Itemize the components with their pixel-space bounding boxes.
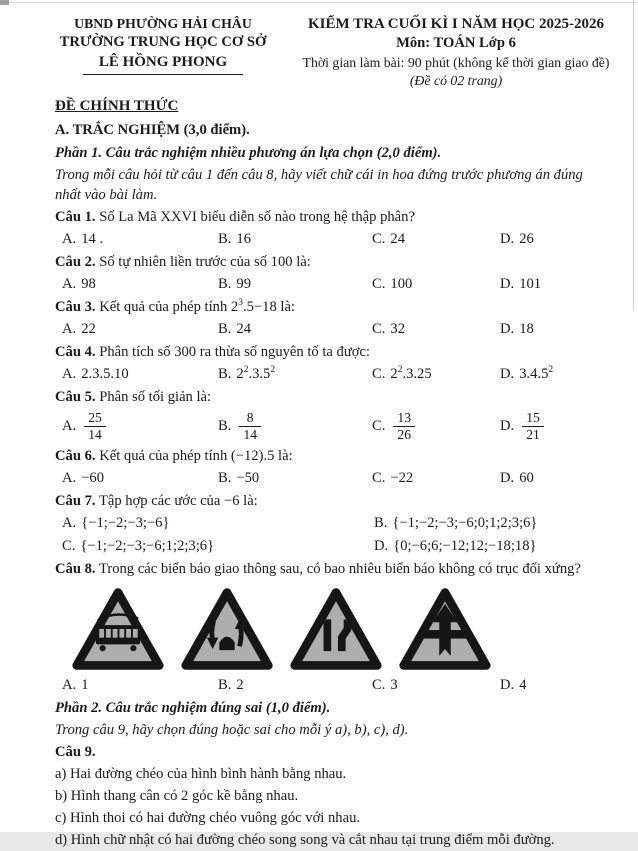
option-letter: A.	[62, 276, 77, 292]
option-letter: C.	[372, 418, 386, 435]
q2-option-c	[372, 274, 500, 295]
exam-subject: Môn: TOÁN Lớp 6	[396, 35, 516, 51]
q1-option-d	[500, 229, 638, 250]
question-8	[55, 559, 602, 580]
question-6-text: Kết quả của phép tính (−12).5 là:	[99, 447, 293, 464]
exponent: 2	[270, 365, 276, 376]
question-6	[55, 446, 602, 467]
official-exam-label: ĐỀ CHÍNH THỨC	[55, 98, 179, 114]
option-letter: A.	[62, 514, 77, 531]
q5-option-c	[372, 410, 500, 444]
option-letter: A.	[62, 418, 77, 435]
school-type: TRƯỜNG TRUNG HỌC CƠ SỞ	[59, 34, 267, 50]
traffic-signs-row	[0, 584, 638, 674]
question-2	[55, 252, 602, 273]
question-3-options	[0, 319, 638, 340]
scan-artifact-corner-mark	[0, 0, 9, 5]
q1-option-c	[372, 229, 500, 250]
question-1-label: Câu 1.	[55, 209, 96, 225]
fraction: $\frac{25}{14}$	[84, 411, 106, 443]
exponent: 2	[548, 365, 554, 376]
question-6-label: Câu 6.	[55, 447, 96, 464]
priority-crossroads-warning-sign-icon	[397, 584, 493, 674]
issuing-organization-block	[34, 14, 292, 90]
question-8-options	[0, 675, 638, 696]
question-7-label: Câu 7.	[55, 492, 96, 509]
question-1-options	[0, 229, 638, 250]
exponent: 2	[397, 365, 403, 376]
header	[0, 0, 638, 90]
q8-option-c	[372, 675, 500, 696]
exponent: 3	[238, 298, 243, 309]
option-letter: C.	[372, 276, 386, 292]
q8-option-b	[218, 675, 372, 696]
question-2-label: Câu 2.	[55, 254, 96, 270]
question-4-label: Câu 4.	[55, 344, 96, 360]
scan-artifact-right-line	[633, 0, 634, 310]
question-4	[55, 342, 602, 363]
fraction: $\frac{13}{26}$	[393, 411, 415, 443]
option-value: {−1;−2;−3;−6}	[81, 514, 170, 531]
part2-title: Phần 2. Câu trắc nghiệm đúng sai (1,0 điểm).	[55, 699, 331, 716]
option-letter: C.	[372, 469, 386, 486]
q5-option-b	[218, 410, 372, 444]
org-parent-name: UBND PHƯỜNG HẢI CHÂU	[74, 16, 252, 31]
option-letter: B.	[218, 676, 232, 693]
option-value: 16	[236, 231, 251, 247]
option-value: 100	[390, 276, 413, 292]
option-letter: B.	[218, 418, 232, 435]
question-1-text: Số La Mã XXVI biểu diễn số nào trong hệ thập phân?	[99, 209, 415, 225]
option-letter: A.	[62, 366, 77, 382]
q3-option-c	[372, 319, 500, 340]
question-7-text: Tập hợp các ước của −6 là:	[98, 492, 258, 509]
option-letter: C.	[372, 676, 386, 693]
q2-option-a	[62, 274, 218, 295]
q7-option-d	[374, 536, 638, 557]
tram-crossing-warning-sign-icon	[70, 584, 166, 674]
option-value: 32	[390, 321, 405, 337]
q7-option-c	[62, 536, 374, 557]
q5-option-a	[62, 410, 218, 444]
question-5-options	[0, 410, 638, 444]
option-value: 3.4.5$^2$	[519, 365, 554, 382]
exam-duration: Thời gian làm bài: 90 phút (không kể thời gian giao đề)	[302, 55, 610, 70]
part1-instruction: Trong mỗi câu hỏi từ câu 1 đến câu 8, hãy viết chữ cái in hoa đứng trước phương án đúng nhất vào bài làm.	[55, 167, 583, 203]
q2-option-b	[218, 274, 372, 295]
option-value: $2^2.3.5^2$	[236, 365, 276, 382]
option-value: 60	[519, 469, 534, 486]
option-value: 24	[390, 231, 405, 247]
option-letter: A.	[62, 469, 77, 486]
q6-option-b	[218, 468, 372, 489]
q4-option-d	[500, 364, 638, 385]
q9-statement-a: a) Hai đường chéo của hình bình hành bằng nhau.	[55, 765, 347, 782]
option-letter: C.	[62, 537, 76, 554]
option-value: 101	[519, 276, 542, 292]
q6-option-a	[62, 468, 218, 489]
question-3	[55, 297, 602, 318]
question-7	[55, 491, 602, 512]
option-value: −50	[236, 469, 260, 486]
exam-page-count: (Đề có 02 trang)	[409, 73, 503, 88]
question-6-options	[0, 468, 638, 489]
option-letter: B.	[218, 276, 232, 292]
option-value: 1	[81, 676, 89, 693]
option-letter: C.	[372, 321, 386, 337]
part2-instruction: Trong câu 9, hãy chọn đúng hoặc sai cho mỗi ý a), b), c), d).	[55, 721, 409, 738]
option-letter: B.	[218, 321, 232, 337]
part1-title: Phần 1. Câu trắc nghiệm nhiều phương án lựa chọn (2,0 điểm).	[55, 145, 442, 161]
option-letter: D.	[500, 469, 515, 486]
q1-option-a	[62, 229, 218, 250]
question-4-options	[0, 364, 638, 385]
option-value: 18	[519, 321, 534, 337]
option-letter: D.	[500, 231, 515, 247]
question-8-text: Trong các biển báo giao thông sau, có bao nhiêu biển báo không có trục đối xứng?	[98, 560, 581, 577]
option-value: 2	[236, 676, 244, 693]
q2-option-d	[500, 274, 638, 295]
exam-title-block	[292, 14, 620, 90]
q8-option-a	[62, 675, 218, 696]
question-9	[55, 742, 602, 763]
option-letter: D.	[500, 321, 515, 337]
option-letter: D.	[374, 537, 389, 554]
q4-option-c	[372, 364, 500, 385]
option-value: {0;−6;6;−12;12;−18;18}	[393, 537, 537, 554]
option-letter: D.	[500, 676, 515, 693]
option-value: $2^2.3.25$	[390, 365, 432, 382]
option-value: −60	[81, 469, 105, 486]
question-2-options	[0, 274, 638, 295]
q7-option-b	[374, 513, 638, 534]
option-letter: D.	[500, 276, 515, 292]
question-5	[55, 387, 602, 408]
question-8-label: Câu 8.	[55, 560, 96, 577]
q4-option-b	[218, 364, 372, 385]
q9-statement-c: c) Hình thoi có hai đường chéo vuông góc với nhau.	[55, 809, 361, 826]
option-letter: C.	[372, 231, 386, 247]
road-narrows-right-warning-sign-icon	[288, 584, 384, 674]
option-value: 99	[236, 276, 251, 292]
question-3-label: Câu 3.	[55, 299, 96, 315]
option-value: 3	[390, 676, 398, 693]
option-letter: A.	[62, 231, 77, 247]
option-letter: B.	[218, 231, 232, 247]
q6-option-d	[500, 468, 638, 489]
question-5-label: Câu 5.	[55, 389, 96, 405]
option-letter: B.	[374, 514, 388, 531]
option-letter: B.	[218, 366, 232, 382]
school-name: LÊ HỒNG PHONG	[34, 52, 292, 75]
section-a-title: A. TRẮC NGHIỆM (3,0 điểm).	[55, 122, 250, 138]
option-value: 26	[519, 231, 534, 247]
option-letter: A.	[62, 321, 77, 337]
option-letter: A.	[62, 676, 77, 693]
exam-title: KIỂM TRA CUỐI KÌ I NĂM HỌC 2025-2026	[308, 16, 604, 32]
q8-option-d	[500, 675, 638, 696]
q7-option-a	[62, 513, 374, 534]
question-7-options	[0, 513, 638, 557]
question-3-text: Kết quả của phép tính $2^3.5-18$ là:	[99, 298, 295, 315]
option-value: 24	[236, 321, 251, 337]
q5-option-d	[500, 410, 638, 444]
exponent: 2	[243, 365, 249, 376]
option-letter: B.	[218, 469, 232, 486]
q9-statement-b: b) Hình thang cân có 2 góc kề bằng nhau.	[55, 787, 299, 804]
q3-option-b	[218, 319, 372, 340]
scan-artifact-top-line	[0, 2, 638, 3]
q1-option-b	[218, 229, 372, 250]
q3-option-a	[62, 319, 218, 340]
option-value: 2.3.5.10	[81, 366, 129, 382]
question-1	[55, 207, 602, 228]
option-letter: D.	[500, 418, 515, 435]
question-4-text: Phân tích số 300 ra thừa số nguyên tố ta được:	[99, 344, 370, 360]
question-9-label: Câu 9.	[55, 743, 96, 760]
option-value: 98	[81, 276, 96, 292]
option-value: 4	[519, 676, 527, 693]
option-value: 14 .	[81, 231, 104, 247]
option-value: −22	[390, 469, 414, 486]
q4-option-a	[62, 364, 218, 385]
option-value: 22	[81, 321, 96, 337]
two-way-traffic-obstacle-warning-sign-icon	[179, 584, 275, 674]
option-letter: C.	[372, 366, 386, 382]
option-letter: D.	[500, 366, 515, 382]
option-value: {−1;−2;−3;−6;0;1;2;3;6}	[392, 514, 538, 531]
fraction: $\frac{8}{14}$	[239, 411, 261, 443]
q9-statement-d: d) Hình chữ nhật có hai đường chéo song song và cắt nhau tại trung điểm mỗi đường.	[55, 831, 555, 848]
fraction: $\frac{15}{21}$	[522, 411, 544, 443]
option-value: {−1;−2;−3;−6;1;2;3;6}	[80, 537, 215, 554]
q3-option-d	[500, 319, 638, 340]
question-5-text: Phân số tối giản là:	[99, 389, 212, 405]
question-2-text: Số tự nhiên liền trước của số 100 là:	[99, 254, 311, 270]
q6-option-c	[372, 468, 500, 489]
